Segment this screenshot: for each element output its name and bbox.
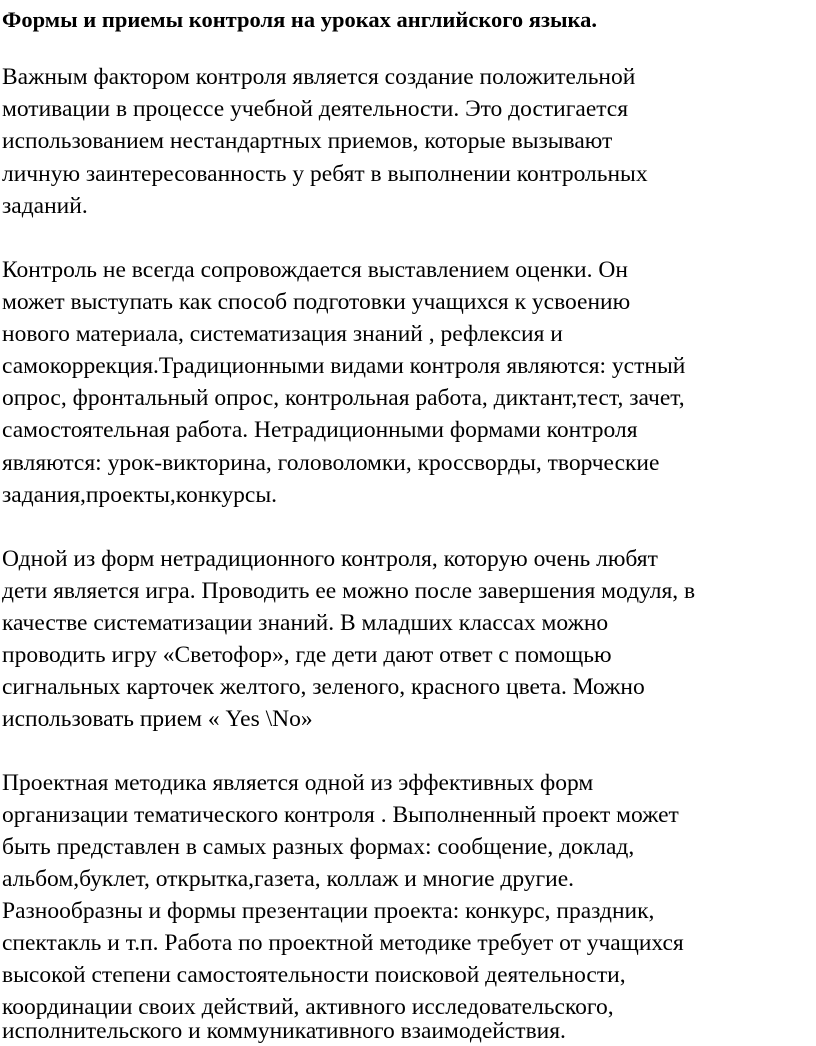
paragraph-line: Контроль не всегда сопровождается выставлением оценки. Он (2, 257, 628, 283)
paragraph-line: Одной из форм нетрадиционного контроля, которую очень любят (2, 546, 658, 572)
paragraph-line: задания,проекты,конкурсы. (2, 482, 278, 508)
paragraph-line: мотивации в процессе учебной деятельности. Это достигается (2, 96, 629, 122)
paragraph-line: опрос, фронтальный опрос, контрольная работа, диктант,тест, зачет, (2, 385, 685, 411)
document-title: Формы и приемы контроля на уроках английского языка. (2, 7, 598, 32)
paragraph-line: личную заинтересованность у ребят в выполнении контрольных (2, 161, 648, 187)
paragraph-line: самокоррекция.Традиционными видами контроля являются: устный (2, 353, 686, 379)
paragraph-line: качестве систематизации знаний. В младших классах можно (2, 610, 609, 636)
paragraph-line: может выступать как способ подготовки учащихся к усвоению (2, 289, 631, 315)
paragraph-line: являются: урок-викторина, головоломки, кроссворды, творческие (2, 450, 660, 476)
paragraph-line: организации тематического контроля . Выполненный проект может (2, 802, 679, 828)
paragraph-line: сигнальных карточек желтого, зеленого, красного цвета. Можно (2, 674, 645, 700)
paragraph-line: проводить игру «Светофор», где дети дают ответ с помощью (2, 642, 612, 668)
paragraph-line: заданий. (2, 193, 88, 219)
paragraph-line: высокой степени самостоятельности поисковой деятельности, (2, 962, 626, 988)
paragraph-line: нового материала, систематизация знаний , рефлексия и (2, 321, 563, 347)
paragraph-line: самостоятельная работа. Нетрадиционными формами контроля (2, 417, 638, 443)
paragraph-line: дети является игра. Проводить ее можно после завершения модуля, в (2, 578, 696, 604)
paragraph-line: координации своих действий, активного исследовательского, (2, 994, 614, 1020)
paragraph-line: альбом,буклет, открытка,газета, коллаж и многие другие. (2, 866, 575, 892)
paragraph-line: использованием нестандартных приемов, которые вызывают (2, 128, 613, 154)
paragraph-line: Проектная методика является одной из эффективных форм (2, 770, 594, 796)
paragraph-line: использовать прием « Yes \No» (2, 706, 313, 732)
paragraph-line: спектакль и т.п. Работа по проектной методике требует от учащихся (2, 930, 684, 956)
paragraph-line: Разнообразны и формы презентации проекта: конкурс, праздник, (2, 898, 655, 924)
paragraph-line: Важным фактором контроля является создание положительной (2, 64, 636, 90)
paragraph-line: исполнительского и коммуникативного взаимодействия. (2, 1018, 566, 1044)
paragraph-line: быть представлен в самых разных формах: сообщение, доклад, (2, 834, 635, 860)
